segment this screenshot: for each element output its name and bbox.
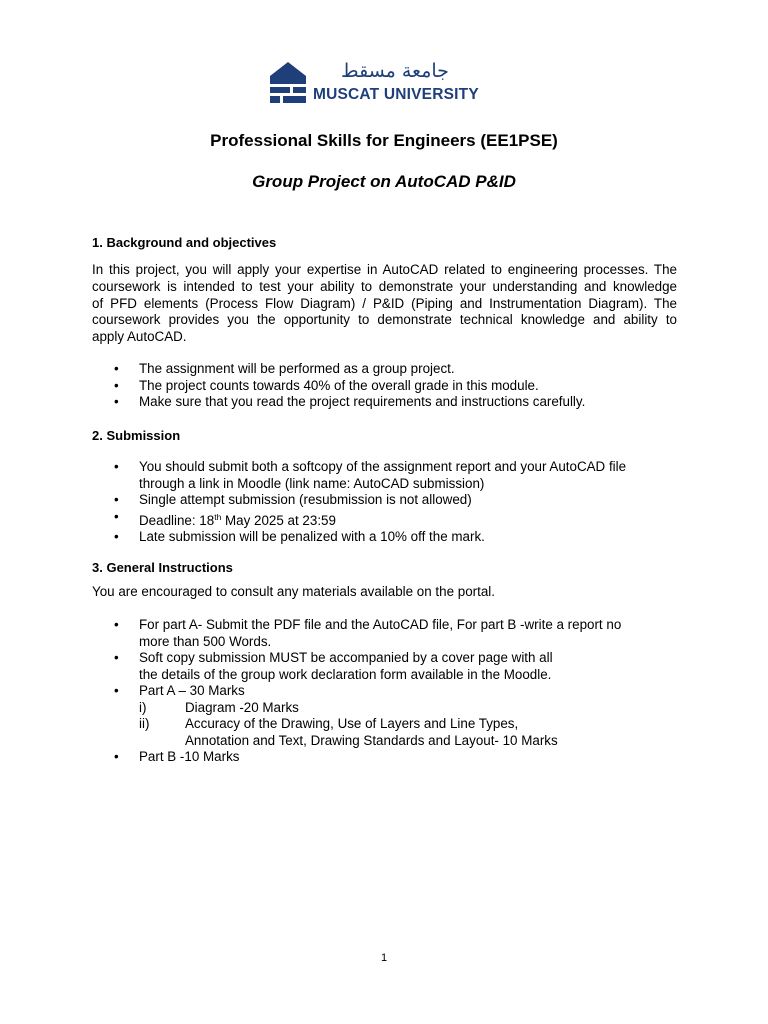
section-heading-background: 1. Background and objectives xyxy=(92,235,277,250)
bullet-icon: • xyxy=(114,377,119,393)
paragraph-line: of PFD elements (Process Flow Diagram) / P&ID (Piping and Instrumentation Diagram). The xyxy=(92,295,677,311)
bullet-icon: • xyxy=(114,394,119,409)
paragraph-line: coursework provides you the opportunity to demonstrate technical knowledge and ability to xyxy=(92,312,677,328)
section-heading-general-instructions: 3. General Instructions xyxy=(92,560,233,575)
list-item: • Single attempt submission (resubmission is not allowed) xyxy=(114,492,472,507)
document-title: Professional Skills for Engineers (EE1PSE) xyxy=(210,131,558,150)
document-subtitle: Group Project on AutoCAD P&ID xyxy=(252,172,516,191)
section-heading-submission: 2. Submission xyxy=(92,428,181,443)
background-paragraph xyxy=(92,262,677,346)
bullet-icon: • xyxy=(114,749,119,764)
bullet-icon: • xyxy=(114,683,119,698)
submission-bullet-list xyxy=(92,459,692,546)
background-bullet-list xyxy=(92,361,692,411)
paragraph-line: coursework is intended to test your ability to demonstrate your understanding and knowledge xyxy=(92,278,677,294)
sub-list-item: ii) Accuracy of the Drawing, Use of Layers and Line Types, Annotation and Text, Drawing Standards and Layout- 10 Marks xyxy=(139,716,558,748)
bullet-icon: • xyxy=(114,508,119,524)
list-item: • The project counts towards 40% of the overall grade in this module. xyxy=(114,377,539,393)
bullet-icon: • xyxy=(114,459,119,474)
bullet-icon: • xyxy=(114,650,119,665)
list-item: • Make sure that you read the project requirements and instructions carefully. xyxy=(114,394,586,409)
paragraph-line: apply AutoCAD. xyxy=(92,329,187,345)
list-item: • For part A- Submit the PDF file and the AutoCAD file, For part B -write a report no more than 500 Words. xyxy=(114,617,622,649)
list-item: • Part B -10 Marks xyxy=(114,749,240,764)
list-item: • Part A – 30 Marks xyxy=(114,683,245,698)
page-number: 1 xyxy=(380,952,388,964)
list-item: • The assignment will be performed as a group project. xyxy=(114,361,455,376)
general-instructions-list xyxy=(92,617,692,766)
bullet-icon: • xyxy=(114,617,119,632)
university-name: MUSCAT UNIVERSITY xyxy=(313,86,479,103)
university-emblem-icon xyxy=(270,62,306,104)
university-logo xyxy=(270,62,480,106)
list-item: • Soft copy submission MUST be accompanied by a cover page with all the details of the group work declaration form available in the Moodle. xyxy=(114,650,553,682)
list-item: • You should submit both a softcopy of the assignment report and your AutoCAD file through a link in Moodle (link name: AutoCAD submission) xyxy=(114,459,627,491)
general-instructions-intro: You are encouraged to consult any materials available on the portal. xyxy=(92,584,495,599)
list-item-deadline: • Deadline: 18th May 2025 at 23:59 xyxy=(114,508,336,528)
bullet-icon: • xyxy=(114,361,119,376)
university-name-arabic: جامعة مسقط xyxy=(341,60,449,82)
sub-list-item: i) Diagram -20 Marks xyxy=(139,699,299,715)
bullet-icon: • xyxy=(114,492,119,507)
bullet-icon: • xyxy=(114,529,119,544)
paragraph-line: In this project, you will apply your expertise in AutoCAD related to engineering processes. The xyxy=(92,262,677,277)
list-item: • Late submission will be penalized with a 10% off the mark. xyxy=(114,529,485,544)
